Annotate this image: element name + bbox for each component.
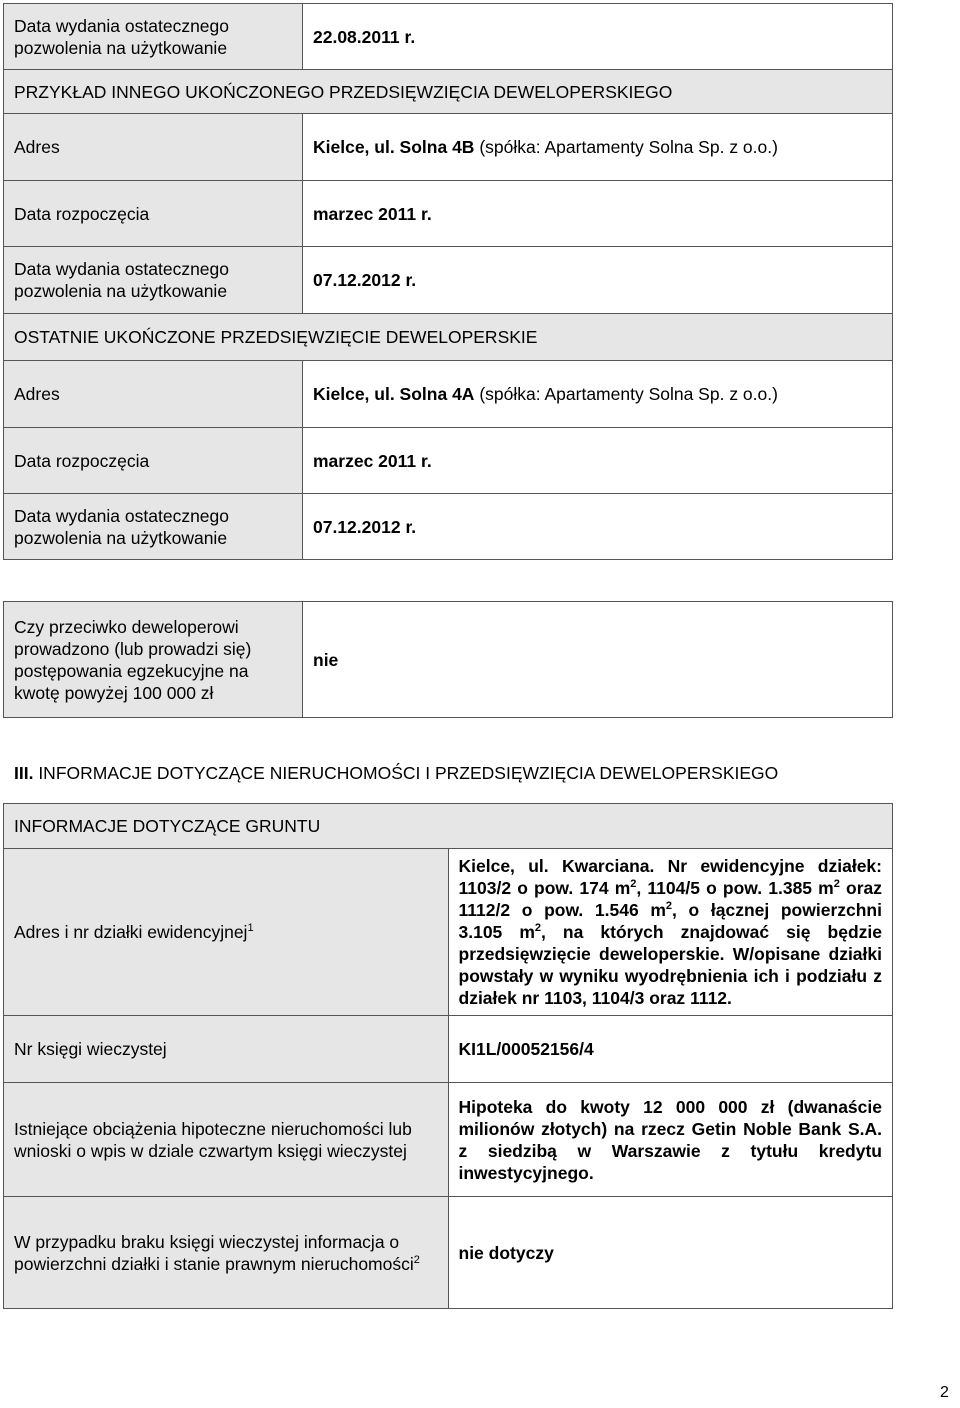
land-information-table bbox=[3, 803, 893, 1309]
section-number: III. bbox=[14, 763, 34, 783]
land-info-header: INFORMACJE DOTYCZĄCE GRUNTU bbox=[4, 804, 893, 849]
plot-text-1: Kielce, ul. Kwarciana. Nr ewidencyjne działek: 1103/2 o pow. 174 m bbox=[458, 856, 882, 898]
no-register-label bbox=[4, 1197, 449, 1309]
plot-text-3: oraz 1112/2 o pow. 1.546 m bbox=[458, 878, 882, 920]
address-label: Adres bbox=[4, 114, 303, 181]
superscript: 2 bbox=[833, 878, 840, 890]
address-street: Kielce, ul. Solna 4A bbox=[313, 384, 475, 404]
table-row bbox=[4, 361, 893, 428]
table-row bbox=[4, 247, 893, 314]
permit-date-value: 07.12.2012 r. bbox=[303, 494, 893, 560]
land-register-value: KI1L/00052156/4 bbox=[448, 1016, 893, 1083]
table-row bbox=[4, 314, 893, 361]
superscript: 2 bbox=[534, 922, 542, 934]
table-row bbox=[4, 602, 893, 718]
section-title-text: INFORMACJE DOTYCZĄCE NIERUCHOMOŚCI I PRZEDSIĘWZIĘCIA DEWELOPERSKIEGO bbox=[33, 763, 779, 783]
address-value bbox=[303, 361, 893, 428]
superscript: 2 bbox=[630, 878, 637, 890]
table-row bbox=[4, 70, 893, 114]
permit-date-label: Data wydania ostatecznego pozwolenia na użytkowanie bbox=[4, 4, 303, 70]
table-row bbox=[4, 1083, 893, 1197]
page-number: 2 bbox=[940, 1384, 949, 1401]
plot-text-5: , na których znajdować się będzie przedsięwzięcie deweloperskie. W/opisane działki powstały w wyniku wyodrębnienia ich i podziału z działek nr 1103, 1104/3 oraz 1112. bbox=[458, 922, 883, 1008]
developer-projects-table bbox=[3, 3, 893, 560]
footnote-ref: 2 bbox=[413, 1253, 420, 1266]
encumbrances-value: Hipoteka do kwoty 12 000 000 zł (dwanaście milionów złotych) na rzecz Getin Noble Bank S.A. z siedzibą w Warszawie z tytułu kredytu inwestycyjnego. bbox=[448, 1083, 893, 1197]
encumbrances-label: Istniejące obciążenia hipoteczne nieruchomości lub wnioski o wpis w dziale czwartym księgi wieczystej bbox=[4, 1083, 449, 1197]
plot-text-2: , 1104/5 o pow. 1.385 m bbox=[636, 878, 834, 898]
table-row bbox=[4, 1016, 893, 1083]
enforcement-proceedings-table bbox=[3, 601, 893, 718]
last-project-header: OSTATNIE UKOŃCZONE PRZEDSIĘWZIĘCIE DEWELOPERSKIE bbox=[4, 314, 893, 361]
start-date-label: Data rozpoczęcia bbox=[4, 428, 303, 494]
table-row bbox=[4, 4, 893, 70]
plot-address-label bbox=[4, 849, 449, 1016]
start-date-value: marzec 2011 r. bbox=[303, 428, 893, 494]
other-project-header: PRZYKŁAD INNEGO UKOŃCZONEGO PRZEDSIĘWZIĘCIA DEWELOPERSKIEGO bbox=[4, 70, 893, 114]
plot-address-value bbox=[448, 849, 893, 1016]
permit-date-value: 07.12.2012 r. bbox=[303, 247, 893, 314]
no-register-value: nie dotyczy bbox=[448, 1197, 893, 1309]
permit-date-value: 22.08.2011 r. bbox=[303, 4, 893, 70]
table-row bbox=[4, 428, 893, 494]
permit-date-label: Data wydania ostatecznego pozwolenia na użytkowanie bbox=[4, 494, 303, 560]
start-date-label: Data rozpoczęcia bbox=[4, 181, 303, 247]
footnote-ref: 1 bbox=[247, 922, 254, 934]
address-label: Adres bbox=[4, 361, 303, 428]
start-date-value: marzec 2011 r. bbox=[303, 181, 893, 247]
superscript: 2 bbox=[665, 900, 673, 912]
table-row bbox=[4, 114, 893, 181]
table-row bbox=[4, 1197, 893, 1309]
no-register-label-text: W przypadku braku księgi wieczystej informacja o powierzchni działki i stanie prawnym nieruchomości bbox=[14, 1231, 414, 1274]
section-title bbox=[14, 761, 894, 785]
enforcement-question-label: Czy przeciwko deweloperowi prowadzono (lub prowadzi się) postępowania egzekucyjne na kwotę powyżej 100 000 zł bbox=[4, 602, 303, 718]
land-register-label: Nr księgi wieczystej bbox=[4, 1016, 449, 1083]
address-company: (spółka: Apartamenty Solna Sp. z o.o.) bbox=[474, 384, 778, 404]
table-row bbox=[4, 804, 893, 849]
address-street: Kielce, ul. Solna 4B bbox=[313, 137, 475, 157]
table-row bbox=[4, 849, 893, 1016]
address-value bbox=[303, 114, 893, 181]
plot-text-4: , o łącznej powierzchni 3.105 m bbox=[458, 900, 882, 942]
table-row bbox=[4, 494, 893, 560]
enforcement-answer-value: nie bbox=[303, 602, 893, 718]
permit-date-label: Data wydania ostatecznego pozwolenia na użytkowanie bbox=[4, 247, 303, 314]
table-row bbox=[4, 181, 893, 247]
plot-address-label-text: Adres i nr działki ewidencyjnej bbox=[14, 922, 248, 942]
address-company: (spółka: Apartamenty Solna Sp. z o.o.) bbox=[474, 137, 778, 157]
